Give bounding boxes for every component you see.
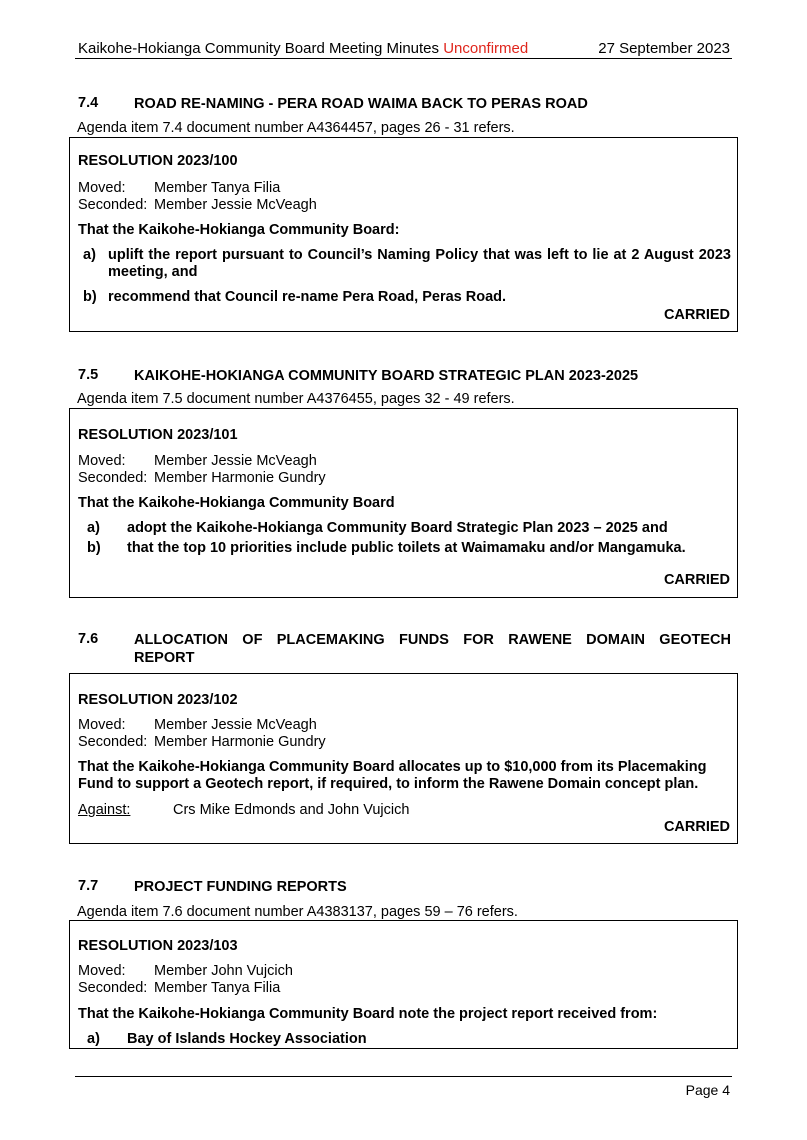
resolution-box-2023-101 (69, 408, 738, 598)
seconded-label: Seconded: (78, 734, 148, 750)
section-number: 7.4 (78, 95, 99, 111)
item-label: a) (87, 1031, 100, 1047)
section-number: 7.5 (78, 367, 99, 383)
outcome-carried: CARRIED (663, 307, 730, 323)
resolution-intro-line2: Fund to support a Geotech report, if required, to inform the Rawene Domain concept plan. (78, 776, 699, 792)
seconded-by: Member Tanya Filia (154, 980, 281, 996)
moved-by: Member Jessie McVeagh (154, 717, 317, 733)
resolution-intro: That the Kaikohe-Hokianga Community Board note the project report received from: (78, 1006, 658, 1022)
seconded-by: Member Harmonie Gundry (154, 734, 326, 750)
resolution-number: RESOLUTION 2023/101 (78, 427, 238, 443)
footer-divider (75, 1076, 732, 1077)
section-number: 7.6 (78, 631, 99, 647)
resolution-intro: That the Kaikohe-Hokianga Community Board (78, 495, 395, 511)
item-label: b) (87, 540, 101, 556)
resolution-box-2023-102 (69, 673, 738, 844)
agenda-reference: Agenda item 7.4 document number A4364457, pages 26 - 31 refers. (77, 120, 515, 136)
item-text: recommend that Council re-name Pera Road, Peras Road. (108, 289, 507, 305)
section-title-line1: ALLOCATION OF PLACEMAKING FUNDS FOR RAWENE DOMAIN GEOTECH (134, 632, 731, 648)
moved-by: Member Tanya Filia (154, 180, 281, 196)
item-label: a) (83, 247, 96, 263)
outcome-carried: CARRIED (663, 819, 730, 835)
moved-label: Moved: (78, 453, 126, 469)
header-date: 27 September 2023 (598, 40, 730, 57)
section-title: PROJECT FUNDING REPORTS (134, 879, 347, 895)
resolution-number: RESOLUTION 2023/102 (78, 692, 238, 708)
seconded-label: Seconded: (78, 197, 148, 213)
seconded-by: Member Jessie McVeagh (154, 197, 317, 213)
header-title-text: Kaikohe-Hokianga Community Board Meeting Minutes (78, 40, 440, 57)
item-text: that the top 10 priorities include public toilets at Waimamaku and/or Mangamuka. (127, 540, 686, 556)
outcome-carried: CARRIED (663, 572, 730, 588)
resolution-intro: That the Kaikohe-Hokianga Community Board: (78, 222, 400, 238)
against-members: Crs Mike Edmonds and John Vujcich (173, 802, 410, 818)
moved-label: Moved: (78, 180, 126, 196)
resolution-box-2023-103 (69, 920, 738, 1049)
item-text: adopt the Kaikohe-Hokianga Community Board Strategic Plan 2023 – 2025 and (127, 520, 668, 536)
agenda-reference: Agenda item 7.6 document number A4383137, pages 59 – 76 refers. (77, 904, 518, 920)
page-number: Page 4 (685, 1082, 730, 1098)
item-text: uplift the report pursuant to Council’s Naming Policy that was left to lie at 2 August 2023 meeting, and (108, 247, 731, 280)
resolution-box-2023-100 (69, 137, 738, 332)
seconded-label: Seconded: (78, 470, 148, 486)
section-title: KAIKOHE-HOKIANGA COMMUNITY BOARD STRATEGIC PLAN 2023-2025 (134, 368, 639, 384)
section-title-line2: REPORT (134, 650, 195, 666)
agenda-reference: Agenda item 7.5 document number A4376455, pages 32 - 49 refers. (77, 391, 515, 407)
seconded-label: Seconded: (78, 980, 148, 996)
resolution-number: RESOLUTION 2023/100 (78, 153, 238, 169)
section-number: 7.7 (78, 878, 99, 894)
resolution-number: RESOLUTION 2023/103 (78, 938, 238, 954)
against-label-text: Against: (78, 802, 131, 818)
resolution-intro-line1: That the Kaikohe-Hokianga Community Board allocates up to $10,000 from its Placemaking (78, 759, 707, 775)
moved-label: Moved: (78, 717, 126, 733)
item-label: a) (87, 520, 100, 536)
item-text: Bay of Islands Hockey Association (127, 1031, 367, 1047)
moved-by: Member Jessie McVeagh (154, 453, 317, 469)
moved-by: Member John Vujcich (154, 963, 293, 979)
item-label: b) (83, 289, 97, 305)
seconded-by: Member Harmonie Gundry (154, 470, 326, 486)
unconfirmed-label: Unconfirmed (443, 40, 529, 57)
section-title: ROAD RE-NAMING - PERA ROAD WAIMA BACK TO PERAS ROAD (134, 96, 588, 112)
page-header-title (78, 40, 528, 57)
moved-label: Moved: (78, 963, 126, 979)
against-label (78, 802, 130, 818)
header-divider (75, 58, 732, 59)
